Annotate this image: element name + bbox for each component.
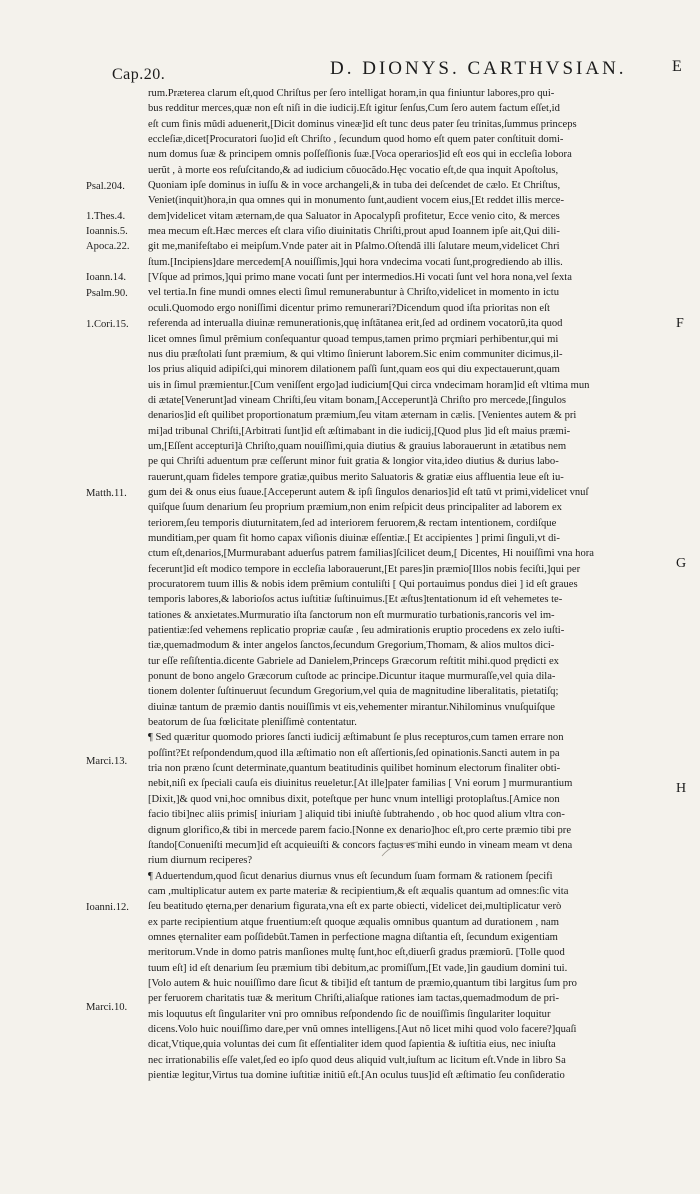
margin-scripture-ref: Psal.204.	[86, 181, 125, 192]
text-line: [Vſque ad primos,]qui primo mane vocati ſunt per intermedios.Hi vocati ſunt vel hora nona,vel ſexta	[148, 272, 572, 284]
text-line: beatorum de ſua fœlicitate pleniſſimè contentatur.	[148, 717, 357, 729]
chapter-label: Cap.20.	[112, 66, 166, 83]
margin-scripture-ref: Matth.11.	[86, 488, 127, 499]
text-line: nebit,niſi ex ſpeciali cauſa eis diuinitus reueletur.[At ille]pater familias [ Vni eorum ] murmurantium	[148, 778, 573, 790]
text-line: uis in ſimul præmientur.[Cum veniſſent ergo]ad iudicium[Qui circa vndecimam horam]id eſt vltima mun	[148, 379, 590, 391]
margin-scripture-ref: Ioanni.12.	[86, 902, 129, 913]
page-header	[0, 58, 700, 88]
text-line: munditiam,per quam fit homo capax viſionis diuinæ eſſentiæ.[ Et accipientes ] primi ſinguli,vt di-	[148, 532, 560, 544]
text-line: tationes & anxietates.Murmuratio iſta ſanctorum non eſt murmuratio turbationis,rancoris vel im-	[148, 609, 555, 621]
text-line: tur eſſe reſiſtentia.dicente Gabriele ad Danielem,Princeps Græcorum reſtitit mihi.quod prędicti ex	[148, 655, 559, 667]
text-line: quiſque ſuum denarium ſeu proprium præmium,non enim reſpicit deus principaliter ad laborem ex	[148, 502, 562, 514]
text-line: temporis labores,& laborioſos actus iuſtitiæ ſuſtinuimus.[Et æſtus]tentationum id eſt vehemetes te-	[148, 594, 563, 606]
text-line: num domus ſuæ & principem omnis poſſeſſionis ſuæ.[Voca operarios]id eſt eos qui in eccleſia lobora	[148, 149, 572, 161]
text-line: uerũt , à morte eos reſuſcitando,& ad iudicium cõuocãdo.Hęc vocatio eſt,de qua inquit Apoſtolus,	[148, 164, 559, 176]
text-line: tria non præno ſcunt determinate,quantum beatitudinis quilibet hominum electorum finaliter obti-	[148, 763, 561, 775]
text-line: dicat,Vtique,quia voluntas dei cum ſit eſſentialiter idem quod ſapientia & iuſtitia eius, nec iniuſta	[148, 1039, 556, 1051]
text-line: referenda ad interualla diuinæ remunerationis,quę inſtãtanea erit,ſed ad ordinem vocatorũ,ita quod	[148, 318, 563, 330]
text-line: dem]videlicet vitam æternam,de qua Saluator in Apocalypſi profitetur, Ecce venio cito, & merces	[148, 210, 560, 222]
margin-scripture-ref: 1.Cori.15.	[86, 319, 129, 330]
text-line: eccleſiæ,dicet[Procuratori ſuo]id eſt Chriſto , ſecundum quod homo eſt quem pater conſtituit domi-	[148, 134, 564, 146]
text-line: omnes ęternaliter eam poſſidebũt.Tamen in perfectione magna diſtantia eſt, ſecundum exigentiam	[148, 931, 558, 943]
main-text-block	[148, 86, 670, 1083]
text-line: ponunt de bono angelo Græcorum cuſtode ac principe.Dicuntur itaque murmuraſſe,vel quia dila-	[148, 671, 556, 683]
text-line: Quoniam ipſe dominus in iuſſu & in voce archangeli,& in tuba dei deſcendet de cælo. Et Chriſtus,	[148, 180, 561, 192]
text-line: meritorum.Vnde in domo patris manſiones multę ſunt,hoc eſt,diuerſi gradus præmiorũ. [Tolle quod	[148, 947, 565, 959]
text-line: rium diurnum reciperes?	[148, 855, 253, 867]
text-line: patientiæ:ſed vehemens replicatio propriæ cauſæ , ſeu admirationis eruptio procedens ex zelo iuſti-	[148, 625, 565, 637]
text-line: tiæ,quemadmodum & inter angelos ſanctos,ſecundum Gregorium,Thomam, & alios multos dici-	[148, 640, 555, 652]
text-line: mi]ad tribunal Chriſti,[Arbitrati ſunt]id eſt æſtimabant in die iudicij,[Quod plus ]id eſt maius præmi-	[148, 425, 571, 437]
text-line: gum dei & onus eius ſuaue.[Acceperunt autem & ipſi ſingulos denarios]id eſt tatũ vt primi,videlicet vnuſ	[148, 486, 589, 498]
text-line: facio tibi]nec aliis primis[ iniuriam ] aliquid tibi iniuſtè ſubtrahendo , ob hoc quod alium vltra con-	[148, 809, 565, 821]
running-title: D. DIONYS. CARTHVSIAN.	[330, 58, 627, 79]
margin-scripture-ref: Ioann.14.	[86, 272, 127, 283]
text-line: diuinæ tantum de præmio dantis nouiſſimis vt eis,vehementer mirantur.Nihilominus vnuſquiſque	[148, 701, 555, 713]
margin-scripture-ref: 1.Thes.4.	[86, 211, 126, 222]
text-line: mea mecum eſt.Hæc merces eſt clara viſio diuinitatis Chriſti,prout apud Ioannem ipſe ait,Qui dili-	[148, 226, 560, 238]
text-line: pe qui Chriſti aduentum præ ceſſerunt minor fuit gratia & longior vita,ideo diutius & durius labo-	[148, 456, 559, 468]
text-line: licet omnes ſimul prẽmium conſequantur quoad tempus,tamen primo prçmiari perhibentur,qui mi	[148, 333, 559, 345]
text-line: ſtando[Conueniſti mecum]id eſt acquieuiſti & concors factus es mihi eundo in vineam meam vt dena	[148, 839, 573, 851]
margin-scripture-ref: Psalm.90.	[86, 288, 128, 299]
text-line: nec irrationabilis eſſe valet,ſed eo ipſo quod deus aliquid vult,iuſtum ac licitum eſt.Vnde in libro Sa	[148, 1054, 566, 1066]
section-letter: G	[676, 556, 687, 571]
text-line: per feruorem charitatis tuæ & meritum Chriſti,aliaſque rationes iam tactas,quemadmodum de pri-	[148, 993, 559, 1005]
text-line: denarios]id eſt quilibet proportionatum præmium,ſeu vitam æternam in cælis. [Venientes autem & pri	[148, 410, 577, 422]
text-line: poſſint?Et reſpondendum,quod illa æſtimatio non eſt aſſertionis,ſed opinationis.Sancti autem in pa	[148, 747, 560, 759]
corner-mark: E	[672, 58, 682, 75]
text-line: ſeu beatitudo ęterna,per denarium figurata,vna eſt ex parte obiecti, videlicet dei,multiplicatur verò	[148, 901, 562, 913]
text-line: bus redditur merces,quæ non eſt niſi in die iudicij.Eſt igitur ſenſus,Cum ſero autem factum eſſet,id	[148, 103, 560, 115]
margin-scripture-ref: Marci.13.	[86, 756, 128, 767]
text-line: di ætate[Venerunt]ad vineam Chriſti,ſeu vitam bonam,[Acceperunt]à Chriſto pro mercede,[ſingulos	[148, 394, 567, 406]
text-line: ctum eſt,denarios,[Murmurabant aduerſus patrem familias]ſcilicet deum,[ Dicentes, Hi nouiſſimi vna hora	[148, 548, 594, 560]
text-line: [Dixit,]& quod vni,hoc omnibus dixit, poteſtque per hunc vnum intelligi protoplaſtus.[Amice non	[148, 793, 560, 805]
margin-scripture-ref: Ioannis.5.	[86, 226, 128, 237]
margin-scripture-ref: Marci.10.	[86, 1002, 128, 1013]
text-line: ſtum.[Incipiens]dare mercedem[A nouiſſimis,]qui hora vndecima vocati ſunt,progrediendo ab illis.	[148, 256, 563, 268]
text-line: ex parte recipientium atque fruentium:eſt quoque æqualis omnibus quantum ad durationem , nam	[148, 916, 559, 928]
text-line: mis loquutus eſt ſingulariter vni pro omnibus reſpondendo ſic de nouiſſimis ſingulariter loquitur	[148, 1008, 551, 1020]
text-line: teriorem,ſeu temporis diuturnitatem,ſed ad interiorem feruorem,& rectam intentionem, cordiſque	[148, 517, 557, 529]
text-line: Veniet(inquit)hora,in qua omnes qui in monumento ſunt,audient vocem eius,[Et reddet illis merce-	[148, 195, 564, 207]
text-line: eſt cum finis mũdi aduenerit,[Dicit dominus vineæ]id eſt tunc deus pater ſeu trinitas,ſummus princeps	[148, 118, 577, 130]
text-line: vel tertia.In fine mundi omnes electi ſimul remunerabuntur à Chriſto,videlicet in momento in ictu	[148, 287, 559, 299]
text-line: um,[Eſſent accepturi]à Chriſto,quam nouiſſimi,quia diutius & grauius laborauerunt in ætatibus nem	[148, 440, 567, 452]
text-line: [Volo autem & huic nouiſſimo dare ſicut & tibi]id eſt tantum de præmio,quantum tibi largitus ſum pro	[148, 977, 577, 989]
section-letter: H	[676, 781, 687, 796]
ink-flourish-icon	[380, 840, 420, 860]
text-line: oculi.Quomodo ergo noniſſimi dicentur primo remunerari?Dicendum quod iſta prioritas non eſt	[148, 302, 550, 314]
text-line: fecerunt]id eſt modico tempore in eccleſia laborauerunt,[Et pares]in præmio[Illos nobis feciſti,]qui per	[148, 563, 581, 575]
text-line: dignum glorifico,& tibi in mercede parem facio.[Nonne ex denario]hoc eſt,pro certe præmio tibi pre	[148, 824, 572, 836]
text-line: tuum eſt] id eſt denarium ſeu præmium tibi debitum,ac promiſſum,[Et vade,]in gaudium domini tui.	[148, 962, 568, 974]
text-line: los prius aliquid adipiſci,qui minorem dilationem paſſi ſunt,quam eos qui diu expectauerunt,quam	[148, 364, 560, 376]
section-letter: F	[676, 316, 684, 331]
text-line: pientiæ legitur,Virtus tua domine iuſtitiæ initiũ eſt.[An oculus tuus]id eſt æſtimatio ſeu conſideratio	[148, 1070, 565, 1081]
text-line: procuratorem tuum illis & nobis idem prẽmium contuliſti [ Qui portauimus pondus diei ] id eſt graues	[148, 579, 578, 590]
margin-scripture-ref: Apoca.22.	[86, 241, 130, 252]
text-line: rum.Præterea clarum eſt,quod Chriſtus per ſero intelligat horam,in qua finiuntur labores,pro qui-	[148, 88, 555, 99]
text-line: nus diu præſtolati ſunt præmium, & qui vltimo ſinierunt laborem.Sic enim communiter dicimus,il-	[148, 348, 563, 360]
text-line: ¶ Aduertendum,quod ſicut denarius diurnus vnus eſt ſecundum ſuam formam & rationem ſpecifi	[148, 870, 553, 882]
text-line: tionem dolenter ſuſtinueruut ſecundum Gregorium,vel quia de magnitudine liberalitatis, pietatiſq;	[148, 686, 559, 698]
text-line: rauerunt,quam fideles tempore gratiæ,quibus merito Saluatoris & gratiæ eius affluentia leue eſt iu-	[148, 471, 564, 483]
text-line: dicens.Volo huic nouiſſimo dare,per vnũ omnes intelligens.[Aut nõ licet mihi quod volo facere?]quaſi	[148, 1023, 577, 1035]
text-line: git me,manifeſtabo ei meipſum.Vnde pater ait in Pſalmo.Oſtendã illi ſalutare meum,videlicet Chri	[148, 241, 560, 253]
text-line: cam ,multiplicatur autem ex parte materiæ & recipientium,& eſt æqualis quantum ad omnes:ſic vita	[148, 885, 569, 897]
text-line: ¶ Sed quæritur quomodo priores ſancti iudicij æſtimabunt ſe plus recepturos,cum tamen errare non	[148, 732, 564, 744]
